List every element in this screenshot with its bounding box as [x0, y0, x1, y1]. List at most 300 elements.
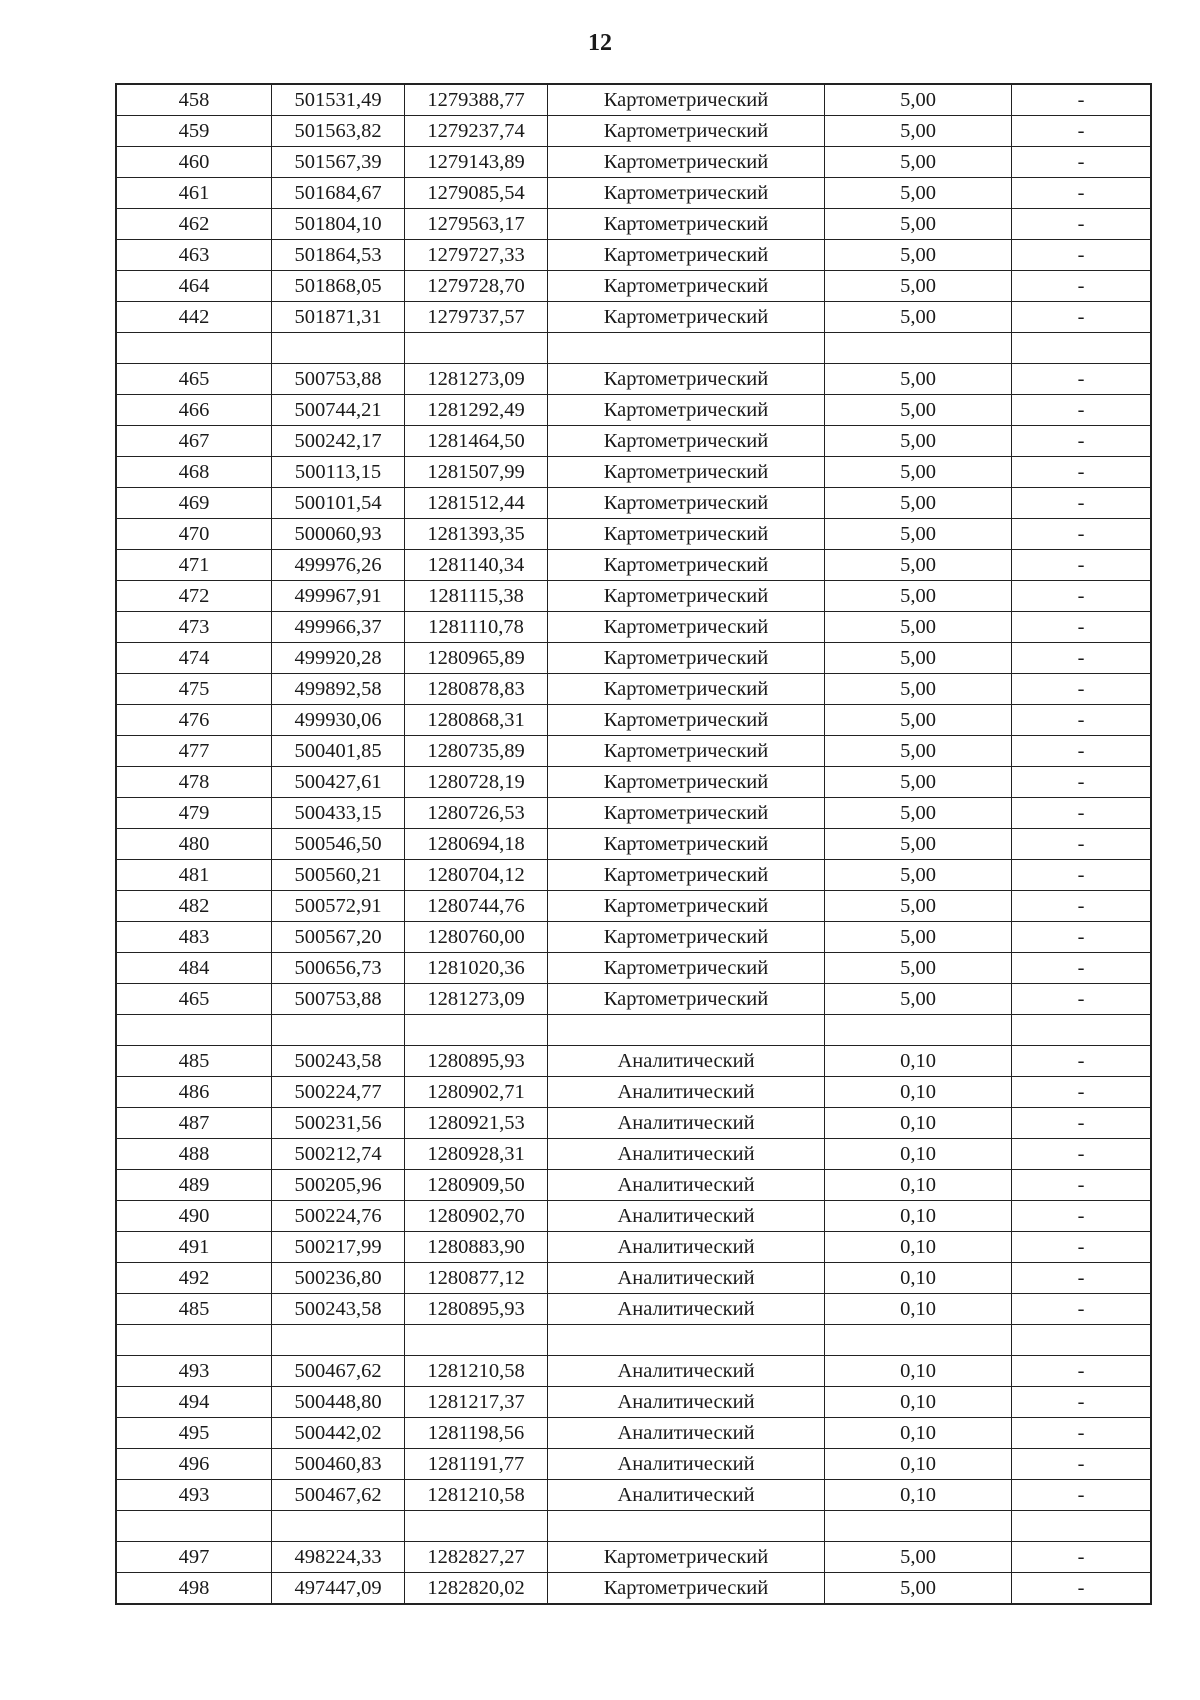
point-number-cell: 470: [117, 519, 272, 550]
method-cell: [548, 333, 825, 364]
y-coordinate-cell: 1280909,50: [405, 1170, 548, 1201]
note-cell: -: [1012, 178, 1151, 209]
accuracy-cell: 5,00: [825, 457, 1012, 488]
x-coordinate-cell: 500113,15: [272, 457, 405, 488]
table-row: [117, 860, 1151, 891]
note-cell: -: [1012, 271, 1151, 302]
accuracy-cell: 5,00: [825, 178, 1012, 209]
table-row: [117, 116, 1151, 147]
point-number-cell: 498: [117, 1573, 272, 1604]
table-row: [117, 550, 1151, 581]
table-row: [117, 1418, 1151, 1449]
note-cell: -: [1012, 1046, 1151, 1077]
point-number-cell: 482: [117, 891, 272, 922]
note-cell: -: [1012, 736, 1151, 767]
accuracy-cell: 0,10: [825, 1232, 1012, 1263]
table-row: [117, 209, 1151, 240]
x-coordinate-cell: 499967,91: [272, 581, 405, 612]
y-coordinate-cell: 1280728,19: [405, 767, 548, 798]
accuracy-cell: 5,00: [825, 612, 1012, 643]
y-coordinate-cell: 1282827,27: [405, 1542, 548, 1573]
y-coordinate-cell: 1279085,54: [405, 178, 548, 209]
x-coordinate-cell: 500656,73: [272, 953, 405, 984]
table-row: [117, 1542, 1151, 1573]
point-number-cell: 496: [117, 1449, 272, 1480]
note-cell: -: [1012, 85, 1151, 116]
point-number-cell: [117, 333, 272, 364]
y-coordinate-cell: 1279727,33: [405, 240, 548, 271]
y-coordinate-cell: 1280760,00: [405, 922, 548, 953]
separator-row: [117, 1325, 1151, 1356]
table-row: [117, 1108, 1151, 1139]
table-row: [117, 395, 1151, 426]
y-coordinate-cell: 1280704,12: [405, 860, 548, 891]
note-cell: -: [1012, 426, 1151, 457]
table-row: [117, 364, 1151, 395]
x-coordinate-cell: 499892,58: [272, 674, 405, 705]
accuracy-cell: 5,00: [825, 798, 1012, 829]
x-coordinate-cell: [272, 1511, 405, 1542]
coordinates-table: [116, 84, 1151, 1604]
point-number-cell: 490: [117, 1201, 272, 1232]
y-coordinate-cell: 1279737,57: [405, 302, 548, 333]
x-coordinate-cell: 499920,28: [272, 643, 405, 674]
y-coordinate-cell: [405, 1511, 548, 1542]
accuracy-cell: 5,00: [825, 85, 1012, 116]
accuracy-cell: 5,00: [825, 953, 1012, 984]
point-number-cell: [117, 1325, 272, 1356]
table-row: [117, 302, 1151, 333]
note-cell: -: [1012, 1139, 1151, 1170]
accuracy-cell: 0,10: [825, 1480, 1012, 1511]
x-coordinate-cell: 500060,93: [272, 519, 405, 550]
accuracy-cell: 0,10: [825, 1449, 1012, 1480]
y-coordinate-cell: 1282820,02: [405, 1573, 548, 1604]
y-coordinate-cell: 1281292,49: [405, 395, 548, 426]
method-cell: Картометрический: [548, 953, 825, 984]
x-coordinate-cell: 499966,37: [272, 612, 405, 643]
method-cell: Аналитический: [548, 1046, 825, 1077]
note-cell: -: [1012, 860, 1151, 891]
note-cell: -: [1012, 953, 1151, 984]
accuracy-cell: 0,10: [825, 1356, 1012, 1387]
note-cell: -: [1012, 1480, 1151, 1511]
note-cell: -: [1012, 488, 1151, 519]
table-row: [117, 1232, 1151, 1263]
accuracy-cell: 0,10: [825, 1077, 1012, 1108]
table-row: [117, 829, 1151, 860]
method-cell: Картометрический: [548, 1573, 825, 1604]
point-number-cell: 469: [117, 488, 272, 519]
y-coordinate-cell: 1281273,09: [405, 984, 548, 1015]
table-row: [117, 1573, 1151, 1604]
y-coordinate-cell: 1281217,37: [405, 1387, 548, 1418]
accuracy-cell: 5,00: [825, 1573, 1012, 1604]
x-coordinate-cell: 501684,67: [272, 178, 405, 209]
method-cell: [548, 1325, 825, 1356]
y-coordinate-cell: 1280877,12: [405, 1263, 548, 1294]
x-coordinate-cell: 500448,80: [272, 1387, 405, 1418]
x-coordinate-cell: 500231,56: [272, 1108, 405, 1139]
point-number-cell: 494: [117, 1387, 272, 1418]
point-number-cell: 484: [117, 953, 272, 984]
point-number-cell: 495: [117, 1418, 272, 1449]
table-row: [117, 271, 1151, 302]
point-number-cell: 460: [117, 147, 272, 178]
note-cell: -: [1012, 395, 1151, 426]
note-cell: -: [1012, 674, 1151, 705]
point-number-cell: 485: [117, 1294, 272, 1325]
point-number-cell: 468: [117, 457, 272, 488]
method-cell: Картометрический: [548, 674, 825, 705]
table-row: [117, 953, 1151, 984]
y-coordinate-cell: 1280902,71: [405, 1077, 548, 1108]
note-cell: -: [1012, 1387, 1151, 1418]
note-cell: -: [1012, 1232, 1151, 1263]
accuracy-cell: 0,10: [825, 1294, 1012, 1325]
accuracy-cell: 5,00: [825, 767, 1012, 798]
method-cell: Картометрический: [548, 147, 825, 178]
table-row: [117, 581, 1151, 612]
method-cell: [548, 1015, 825, 1046]
method-cell: Картометрический: [548, 612, 825, 643]
accuracy-cell: 0,10: [825, 1418, 1012, 1449]
y-coordinate-cell: 1280878,83: [405, 674, 548, 705]
point-number-cell: 475: [117, 674, 272, 705]
table-row: [117, 426, 1151, 457]
note-cell: -: [1012, 922, 1151, 953]
x-coordinate-cell: 501567,39: [272, 147, 405, 178]
point-number-cell: 465: [117, 364, 272, 395]
x-coordinate-cell: 499976,26: [272, 550, 405, 581]
x-coordinate-cell: 500224,76: [272, 1201, 405, 1232]
x-coordinate-cell: 500401,85: [272, 736, 405, 767]
accuracy-cell: [825, 1511, 1012, 1542]
table-row: [117, 1356, 1151, 1387]
method-cell: Картометрический: [548, 209, 825, 240]
note-cell: -: [1012, 705, 1151, 736]
method-cell: Картометрический: [548, 302, 825, 333]
x-coordinate-cell: [272, 333, 405, 364]
point-number-cell: 497: [117, 1542, 272, 1573]
point-number-cell: 480: [117, 829, 272, 860]
method-cell: Аналитический: [548, 1480, 825, 1511]
y-coordinate-cell: 1281191,77: [405, 1449, 548, 1480]
note-cell: -: [1012, 1418, 1151, 1449]
x-coordinate-cell: [272, 1325, 405, 1356]
method-cell: [548, 1511, 825, 1542]
method-cell: Аналитический: [548, 1418, 825, 1449]
method-cell: Аналитический: [548, 1449, 825, 1480]
accuracy-cell: 5,00: [825, 147, 1012, 178]
table-row: [117, 1170, 1151, 1201]
note-cell: [1012, 1015, 1151, 1046]
method-cell: Аналитический: [548, 1108, 825, 1139]
method-cell: Аналитический: [548, 1294, 825, 1325]
y-coordinate-cell: 1281210,58: [405, 1356, 548, 1387]
note-cell: -: [1012, 1201, 1151, 1232]
note-cell: -: [1012, 581, 1151, 612]
y-coordinate-cell: 1280965,89: [405, 643, 548, 674]
x-coordinate-cell: 501531,49: [272, 85, 405, 116]
x-coordinate-cell: 500467,62: [272, 1356, 405, 1387]
point-number-cell: 489: [117, 1170, 272, 1201]
point-number-cell: 462: [117, 209, 272, 240]
note-cell: -: [1012, 643, 1151, 674]
y-coordinate-cell: 1281464,50: [405, 426, 548, 457]
method-cell: Картометрический: [548, 829, 825, 860]
point-number-cell: 458: [117, 85, 272, 116]
accuracy-cell: 5,00: [825, 209, 1012, 240]
method-cell: Картометрический: [548, 271, 825, 302]
point-number-cell: 473: [117, 612, 272, 643]
method-cell: Картометрический: [548, 705, 825, 736]
separator-row: [117, 1511, 1151, 1542]
table-row: [117, 1263, 1151, 1294]
note-cell: -: [1012, 364, 1151, 395]
x-coordinate-cell: 500217,99: [272, 1232, 405, 1263]
x-coordinate-cell: 501864,53: [272, 240, 405, 271]
coordinates-table-body: [117, 85, 1151, 1604]
x-coordinate-cell: 500560,21: [272, 860, 405, 891]
x-coordinate-cell: 498224,33: [272, 1542, 405, 1573]
note-cell: -: [1012, 1449, 1151, 1480]
y-coordinate-cell: 1280744,76: [405, 891, 548, 922]
note-cell: [1012, 1511, 1151, 1542]
y-coordinate-cell: 1279143,89: [405, 147, 548, 178]
accuracy-cell: 5,00: [825, 643, 1012, 674]
table-row: [117, 178, 1151, 209]
y-coordinate-cell: 1280895,93: [405, 1294, 548, 1325]
accuracy-cell: 5,00: [825, 705, 1012, 736]
table-row: [117, 1201, 1151, 1232]
x-coordinate-cell: 500205,96: [272, 1170, 405, 1201]
accuracy-cell: [825, 1015, 1012, 1046]
table-row: [117, 488, 1151, 519]
table-row: [117, 674, 1151, 705]
note-cell: -: [1012, 798, 1151, 829]
note-cell: -: [1012, 767, 1151, 798]
note-cell: -: [1012, 1573, 1151, 1604]
y-coordinate-cell: 1281198,56: [405, 1418, 548, 1449]
note-cell: -: [1012, 829, 1151, 860]
point-number-cell: 493: [117, 1356, 272, 1387]
table-row: [117, 1387, 1151, 1418]
table-row: [117, 767, 1151, 798]
accuracy-cell: 5,00: [825, 116, 1012, 147]
method-cell: Картометрический: [548, 984, 825, 1015]
y-coordinate-cell: 1281140,34: [405, 550, 548, 581]
y-coordinate-cell: 1280735,89: [405, 736, 548, 767]
y-coordinate-cell: 1280902,70: [405, 1201, 548, 1232]
table-row: [117, 1449, 1151, 1480]
method-cell: Картометрический: [548, 922, 825, 953]
y-coordinate-cell: 1279388,77: [405, 85, 548, 116]
table-row: [117, 519, 1151, 550]
x-coordinate-cell: 501868,05: [272, 271, 405, 302]
x-coordinate-cell: 501871,31: [272, 302, 405, 333]
accuracy-cell: 0,10: [825, 1108, 1012, 1139]
note-cell: -: [1012, 519, 1151, 550]
note-cell: -: [1012, 984, 1151, 1015]
method-cell: Картометрический: [548, 860, 825, 891]
note-cell: -: [1012, 1077, 1151, 1108]
point-number-cell: 491: [117, 1232, 272, 1263]
method-cell: Картометрический: [548, 798, 825, 829]
note-cell: -: [1012, 147, 1151, 178]
accuracy-cell: 5,00: [825, 426, 1012, 457]
method-cell: Аналитический: [548, 1170, 825, 1201]
x-coordinate-cell: 500744,21: [272, 395, 405, 426]
method-cell: Картометрический: [548, 1542, 825, 1573]
y-coordinate-cell: [405, 1015, 548, 1046]
x-coordinate-cell: 500753,88: [272, 364, 405, 395]
y-coordinate-cell: 1281507,99: [405, 457, 548, 488]
y-coordinate-cell: 1280868,31: [405, 705, 548, 736]
x-coordinate-cell: 500427,61: [272, 767, 405, 798]
separator-row: [117, 333, 1151, 364]
point-number-cell: 485: [117, 1046, 272, 1077]
x-coordinate-cell: 500546,50: [272, 829, 405, 860]
note-cell: -: [1012, 1356, 1151, 1387]
y-coordinate-cell: 1280694,18: [405, 829, 548, 860]
accuracy-cell: 5,00: [825, 891, 1012, 922]
y-coordinate-cell: 1281110,78: [405, 612, 548, 643]
note-cell: -: [1012, 1542, 1151, 1573]
accuracy-cell: 5,00: [825, 922, 1012, 953]
point-number-cell: 476: [117, 705, 272, 736]
note-cell: -: [1012, 891, 1151, 922]
point-number-cell: 471: [117, 550, 272, 581]
x-coordinate-cell: 500242,17: [272, 426, 405, 457]
y-coordinate-cell: 1281393,35: [405, 519, 548, 550]
method-cell: Аналитический: [548, 1201, 825, 1232]
method-cell: Аналитический: [548, 1139, 825, 1170]
table-row: [117, 922, 1151, 953]
y-coordinate-cell: 1281512,44: [405, 488, 548, 519]
accuracy-cell: 5,00: [825, 519, 1012, 550]
x-coordinate-cell: 500467,62: [272, 1480, 405, 1511]
method-cell: Аналитический: [548, 1356, 825, 1387]
point-number-cell: 493: [117, 1480, 272, 1511]
note-cell: -: [1012, 1294, 1151, 1325]
accuracy-cell: 5,00: [825, 581, 1012, 612]
y-coordinate-cell: 1281210,58: [405, 1480, 548, 1511]
point-number-cell: 486: [117, 1077, 272, 1108]
method-cell: Картометрический: [548, 767, 825, 798]
point-number-cell: 472: [117, 581, 272, 612]
point-number-cell: 483: [117, 922, 272, 953]
note-cell: -: [1012, 457, 1151, 488]
accuracy-cell: 0,10: [825, 1046, 1012, 1077]
method-cell: Картометрический: [548, 178, 825, 209]
method-cell: Картометрический: [548, 488, 825, 519]
point-number-cell: [117, 1511, 272, 1542]
note-cell: -: [1012, 302, 1151, 333]
point-number-cell: 481: [117, 860, 272, 891]
x-coordinate-cell: 500567,20: [272, 922, 405, 953]
x-coordinate-cell: 500101,54: [272, 488, 405, 519]
note-cell: -: [1012, 116, 1151, 147]
point-number-cell: 479: [117, 798, 272, 829]
accuracy-cell: 5,00: [825, 1542, 1012, 1573]
y-coordinate-cell: [405, 333, 548, 364]
x-coordinate-cell: [272, 1015, 405, 1046]
method-cell: Аналитический: [548, 1232, 825, 1263]
point-number-cell: 461: [117, 178, 272, 209]
table-row: [117, 85, 1151, 116]
point-number-cell: [117, 1015, 272, 1046]
x-coordinate-cell: 500243,58: [272, 1046, 405, 1077]
table-row: [117, 1294, 1151, 1325]
x-coordinate-cell: 500236,80: [272, 1263, 405, 1294]
accuracy-cell: 0,10: [825, 1139, 1012, 1170]
x-coordinate-cell: 501563,82: [272, 116, 405, 147]
accuracy-cell: 5,00: [825, 302, 1012, 333]
point-number-cell: 467: [117, 426, 272, 457]
point-number-cell: 442: [117, 302, 272, 333]
accuracy-cell: 5,00: [825, 488, 1012, 519]
table-row: [117, 240, 1151, 271]
table-row: [117, 984, 1151, 1015]
page-number: 12: [588, 30, 612, 56]
note-cell: -: [1012, 550, 1151, 581]
accuracy-cell: [825, 333, 1012, 364]
method-cell: Аналитический: [548, 1387, 825, 1418]
y-coordinate-cell: 1279237,74: [405, 116, 548, 147]
x-coordinate-cell: 500224,77: [272, 1077, 405, 1108]
method-cell: Картометрический: [548, 891, 825, 922]
method-cell: Картометрический: [548, 85, 825, 116]
x-coordinate-cell: 500243,58: [272, 1294, 405, 1325]
table-row: [117, 1139, 1151, 1170]
method-cell: Картометрический: [548, 581, 825, 612]
point-number-cell: 474: [117, 643, 272, 674]
method-cell: Аналитический: [548, 1077, 825, 1108]
accuracy-cell: 0,10: [825, 1263, 1012, 1294]
method-cell: Картометрический: [548, 643, 825, 674]
point-number-cell: 466: [117, 395, 272, 426]
table-row: [117, 891, 1151, 922]
table-row: [117, 798, 1151, 829]
accuracy-cell: 5,00: [825, 550, 1012, 581]
y-coordinate-cell: 1281273,09: [405, 364, 548, 395]
accuracy-cell: 0,10: [825, 1201, 1012, 1232]
accuracy-cell: 5,00: [825, 364, 1012, 395]
method-cell: Картометрический: [548, 116, 825, 147]
note-cell: -: [1012, 612, 1151, 643]
accuracy-cell: 5,00: [825, 395, 1012, 426]
x-coordinate-cell: 500753,88: [272, 984, 405, 1015]
table-row: [117, 612, 1151, 643]
table-row: [117, 705, 1151, 736]
accuracy-cell: 5,00: [825, 736, 1012, 767]
accuracy-cell: 5,00: [825, 829, 1012, 860]
y-coordinate-cell: 1281020,36: [405, 953, 548, 984]
y-coordinate-cell: 1280921,53: [405, 1108, 548, 1139]
note-cell: -: [1012, 240, 1151, 271]
y-coordinate-cell: 1280883,90: [405, 1232, 548, 1263]
method-cell: Картометрический: [548, 550, 825, 581]
y-coordinate-cell: 1280928,31: [405, 1139, 548, 1170]
point-number-cell: 492: [117, 1263, 272, 1294]
table-row: [117, 147, 1151, 178]
y-coordinate-cell: [405, 1325, 548, 1356]
table-row: [117, 643, 1151, 674]
point-number-cell: 478: [117, 767, 272, 798]
x-coordinate-cell: 500460,83: [272, 1449, 405, 1480]
y-coordinate-cell: 1279728,70: [405, 271, 548, 302]
